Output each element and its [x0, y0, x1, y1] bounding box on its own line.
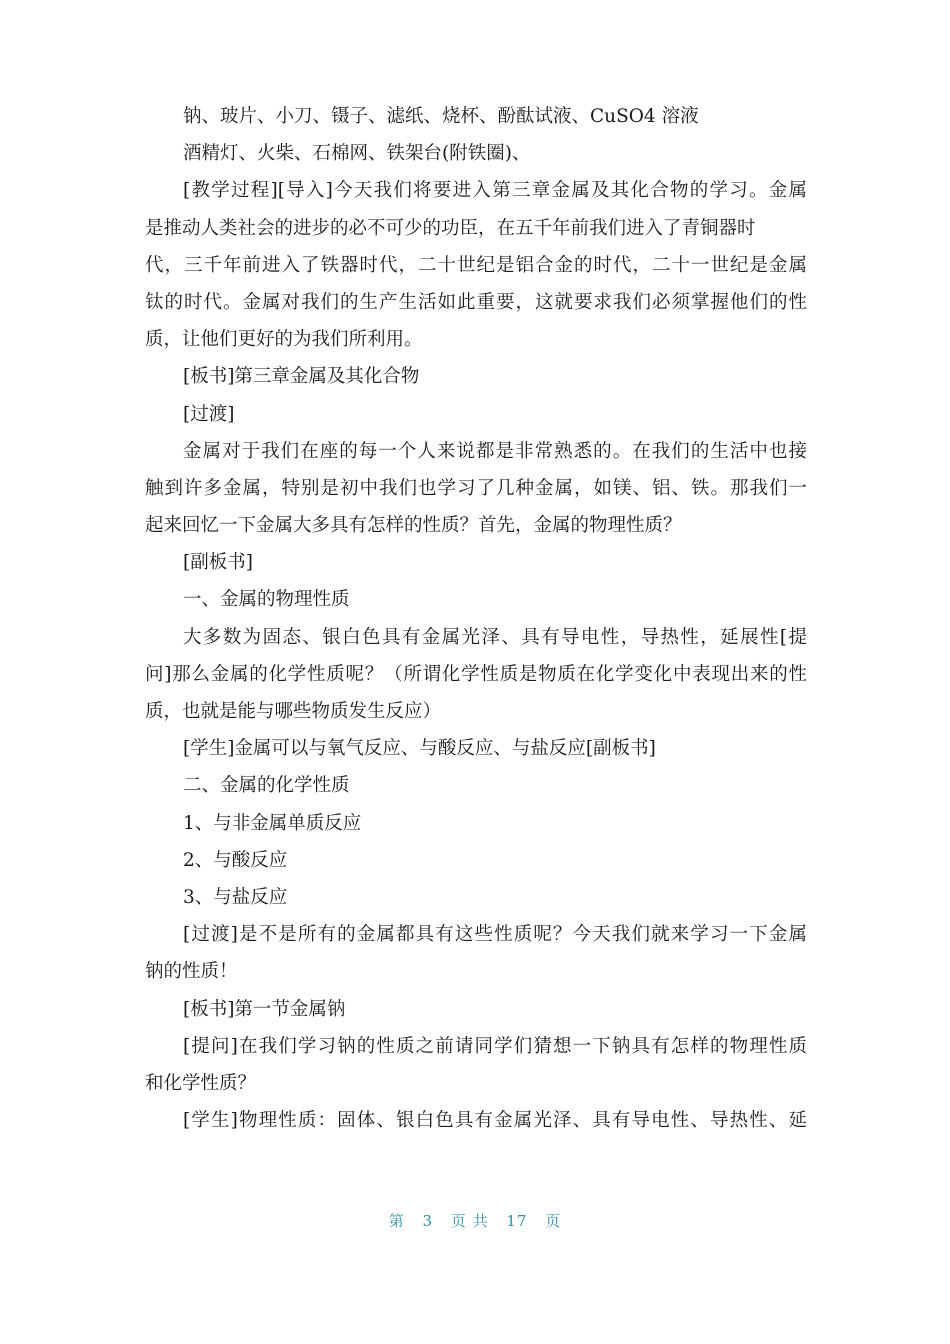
text-line: 和化学性质？: [145, 1072, 257, 1094]
footer-total-pages: 17: [506, 1212, 528, 1230]
text-line: [过渡]是不是所有的金属都具有这些性质呢？今天我们就来学习一下金属: [183, 924, 807, 946]
text-line: 一、金属的物理性质: [183, 589, 350, 611]
page-footer: [0, 1210, 950, 1231]
text-line: [学生]物理性质：固体、银白色具有金属光泽、具有导电性、导热性、延: [183, 1110, 807, 1132]
text-line: 2、与酸反应: [183, 849, 288, 871]
text-line: 大多数为固态、银白色具有金属光泽、具有导电性，导热性，延展性[提: [183, 626, 807, 648]
text-line: 是推动人类社会的进步的必不可少的功臣，在五千年前我们进入了青铜器时: [145, 217, 756, 239]
footer-middle: 页 共: [450, 1212, 489, 1230]
footer-prefix: 第: [388, 1212, 405, 1230]
text-line: [提问]在我们学习钠的性质之前请同学们猜想一下钠具有怎样的物理性质: [183, 1035, 807, 1057]
text-line: 触到许多金属，特别是初中我们也学习了几种金属，如镁、铝、铁。那我们一: [145, 477, 807, 499]
text-line: 3、与盐反应: [183, 886, 288, 908]
footer-suffix: 页: [545, 1212, 562, 1230]
text-line: [学生]金属可以与氧气反应、与酸反应、与盐反应[副板书]: [183, 738, 656, 760]
text-line: [板书]第一节金属钠: [183, 998, 346, 1020]
text-line: 1、与非金属单质反应: [183, 812, 362, 834]
text-line: 酒精灯、火柴、石棉网、铁架台(附铁圈)、: [183, 143, 531, 165]
footer-current-page: 3: [422, 1212, 434, 1230]
text-line: 起来回忆一下金属大多具有怎样的性质？首先，金属的物理性质？: [145, 515, 682, 537]
text-line: [副板书]: [183, 552, 253, 574]
text-line: [教学过程][导入]今天我们将要进入第三章金属及其化合物的学习。金属: [183, 180, 807, 202]
text-line: [过渡]: [183, 403, 235, 425]
text-line: 钠的性质！: [145, 961, 238, 983]
text-line: 质，让他们更好的为我们所利用。: [145, 329, 423, 351]
text-line: 问]那么金属的化学性质呢？（所谓化学性质是物质在化学变化中表现出来的性: [145, 663, 807, 685]
text-line: 金属对于我们在座的每一个人来说都是非常熟悉的。在我们的生活中也接: [183, 440, 807, 462]
text-line: 二、金属的化学性质: [183, 775, 350, 797]
text-line: 钠、玻片、小刀、镊子、滤纸、烧杯、酚酞试液、CuSO4 溶液: [183, 106, 699, 127]
document-body: [145, 98, 807, 1139]
text-line: 钛的时代。金属对我们的生产生活如此重要，这就要求我们必须掌握他们的性: [145, 291, 807, 313]
text-line: 代，三千年前进入了铁器时代，二十世纪是铝合金的时代，二十一世纪是金属: [145, 254, 807, 276]
text-line: 质，也就是能与哪些物质发生反应）: [145, 701, 442, 722]
text-line: [板书]第三章金属及其化合物: [183, 366, 420, 388]
